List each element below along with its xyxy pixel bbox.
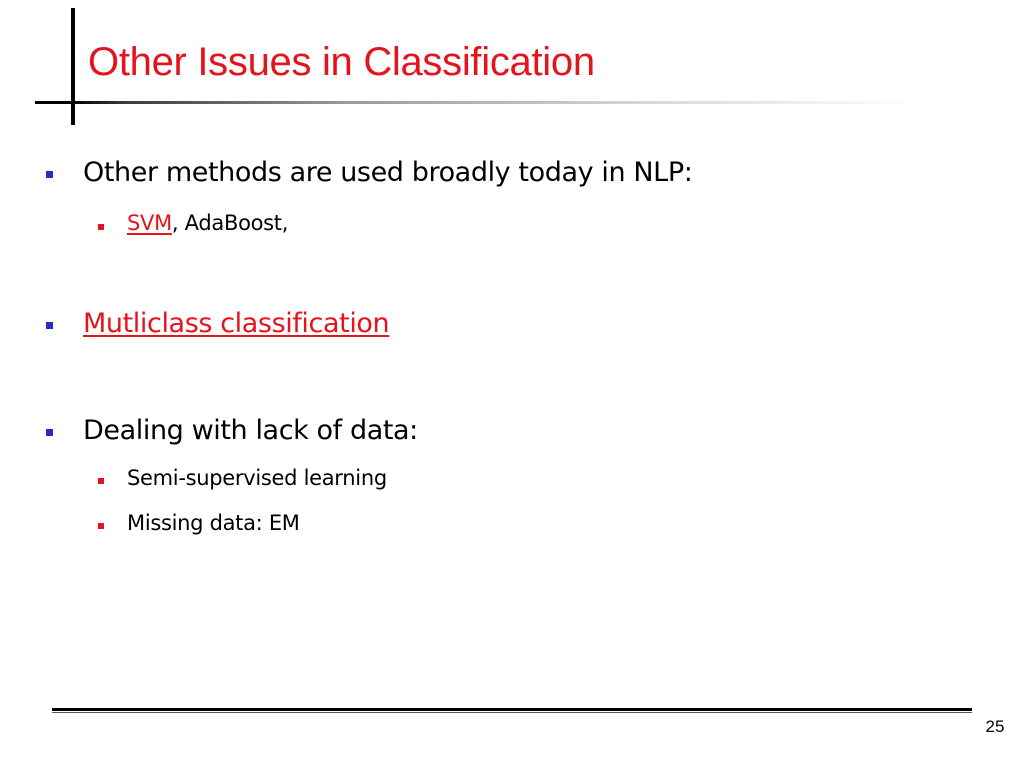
bullet-multiclass [83,307,389,341]
page-number: 25 [985,717,1005,736]
bullet-marker [46,429,53,436]
sub-bullet-svm-adaboost [127,209,288,237]
bullet-text-lack-of-data: Dealing with lack of data: [83,415,418,446]
title-horizontal-rule [35,101,925,104]
sub-bullet-marker [98,478,104,484]
bullet-marker [46,171,53,178]
slide-title: Other Issues in Classification [88,40,595,84]
footer-rule-thin [52,712,972,713]
sub-bullet-semi-supervised: Semi-supervised learning [127,466,387,490]
sub-bullet-missing-data: Missing data: EM [127,511,300,535]
svm-link[interactable]: SVM [127,211,172,235]
multiclass-classification-link[interactable]: Mutliclass classification [83,308,390,339]
bullet-marker [46,322,53,329]
sub-bullet-marker [98,523,104,529]
sub-bullet-marker [98,224,104,230]
adaboost-text: , AdaBoost, [171,211,289,235]
bullet-text-methods: Other methods are used broadly today in NLP: [83,157,693,188]
title-vertical-rule [71,8,75,125]
footer-rule [52,708,972,711]
